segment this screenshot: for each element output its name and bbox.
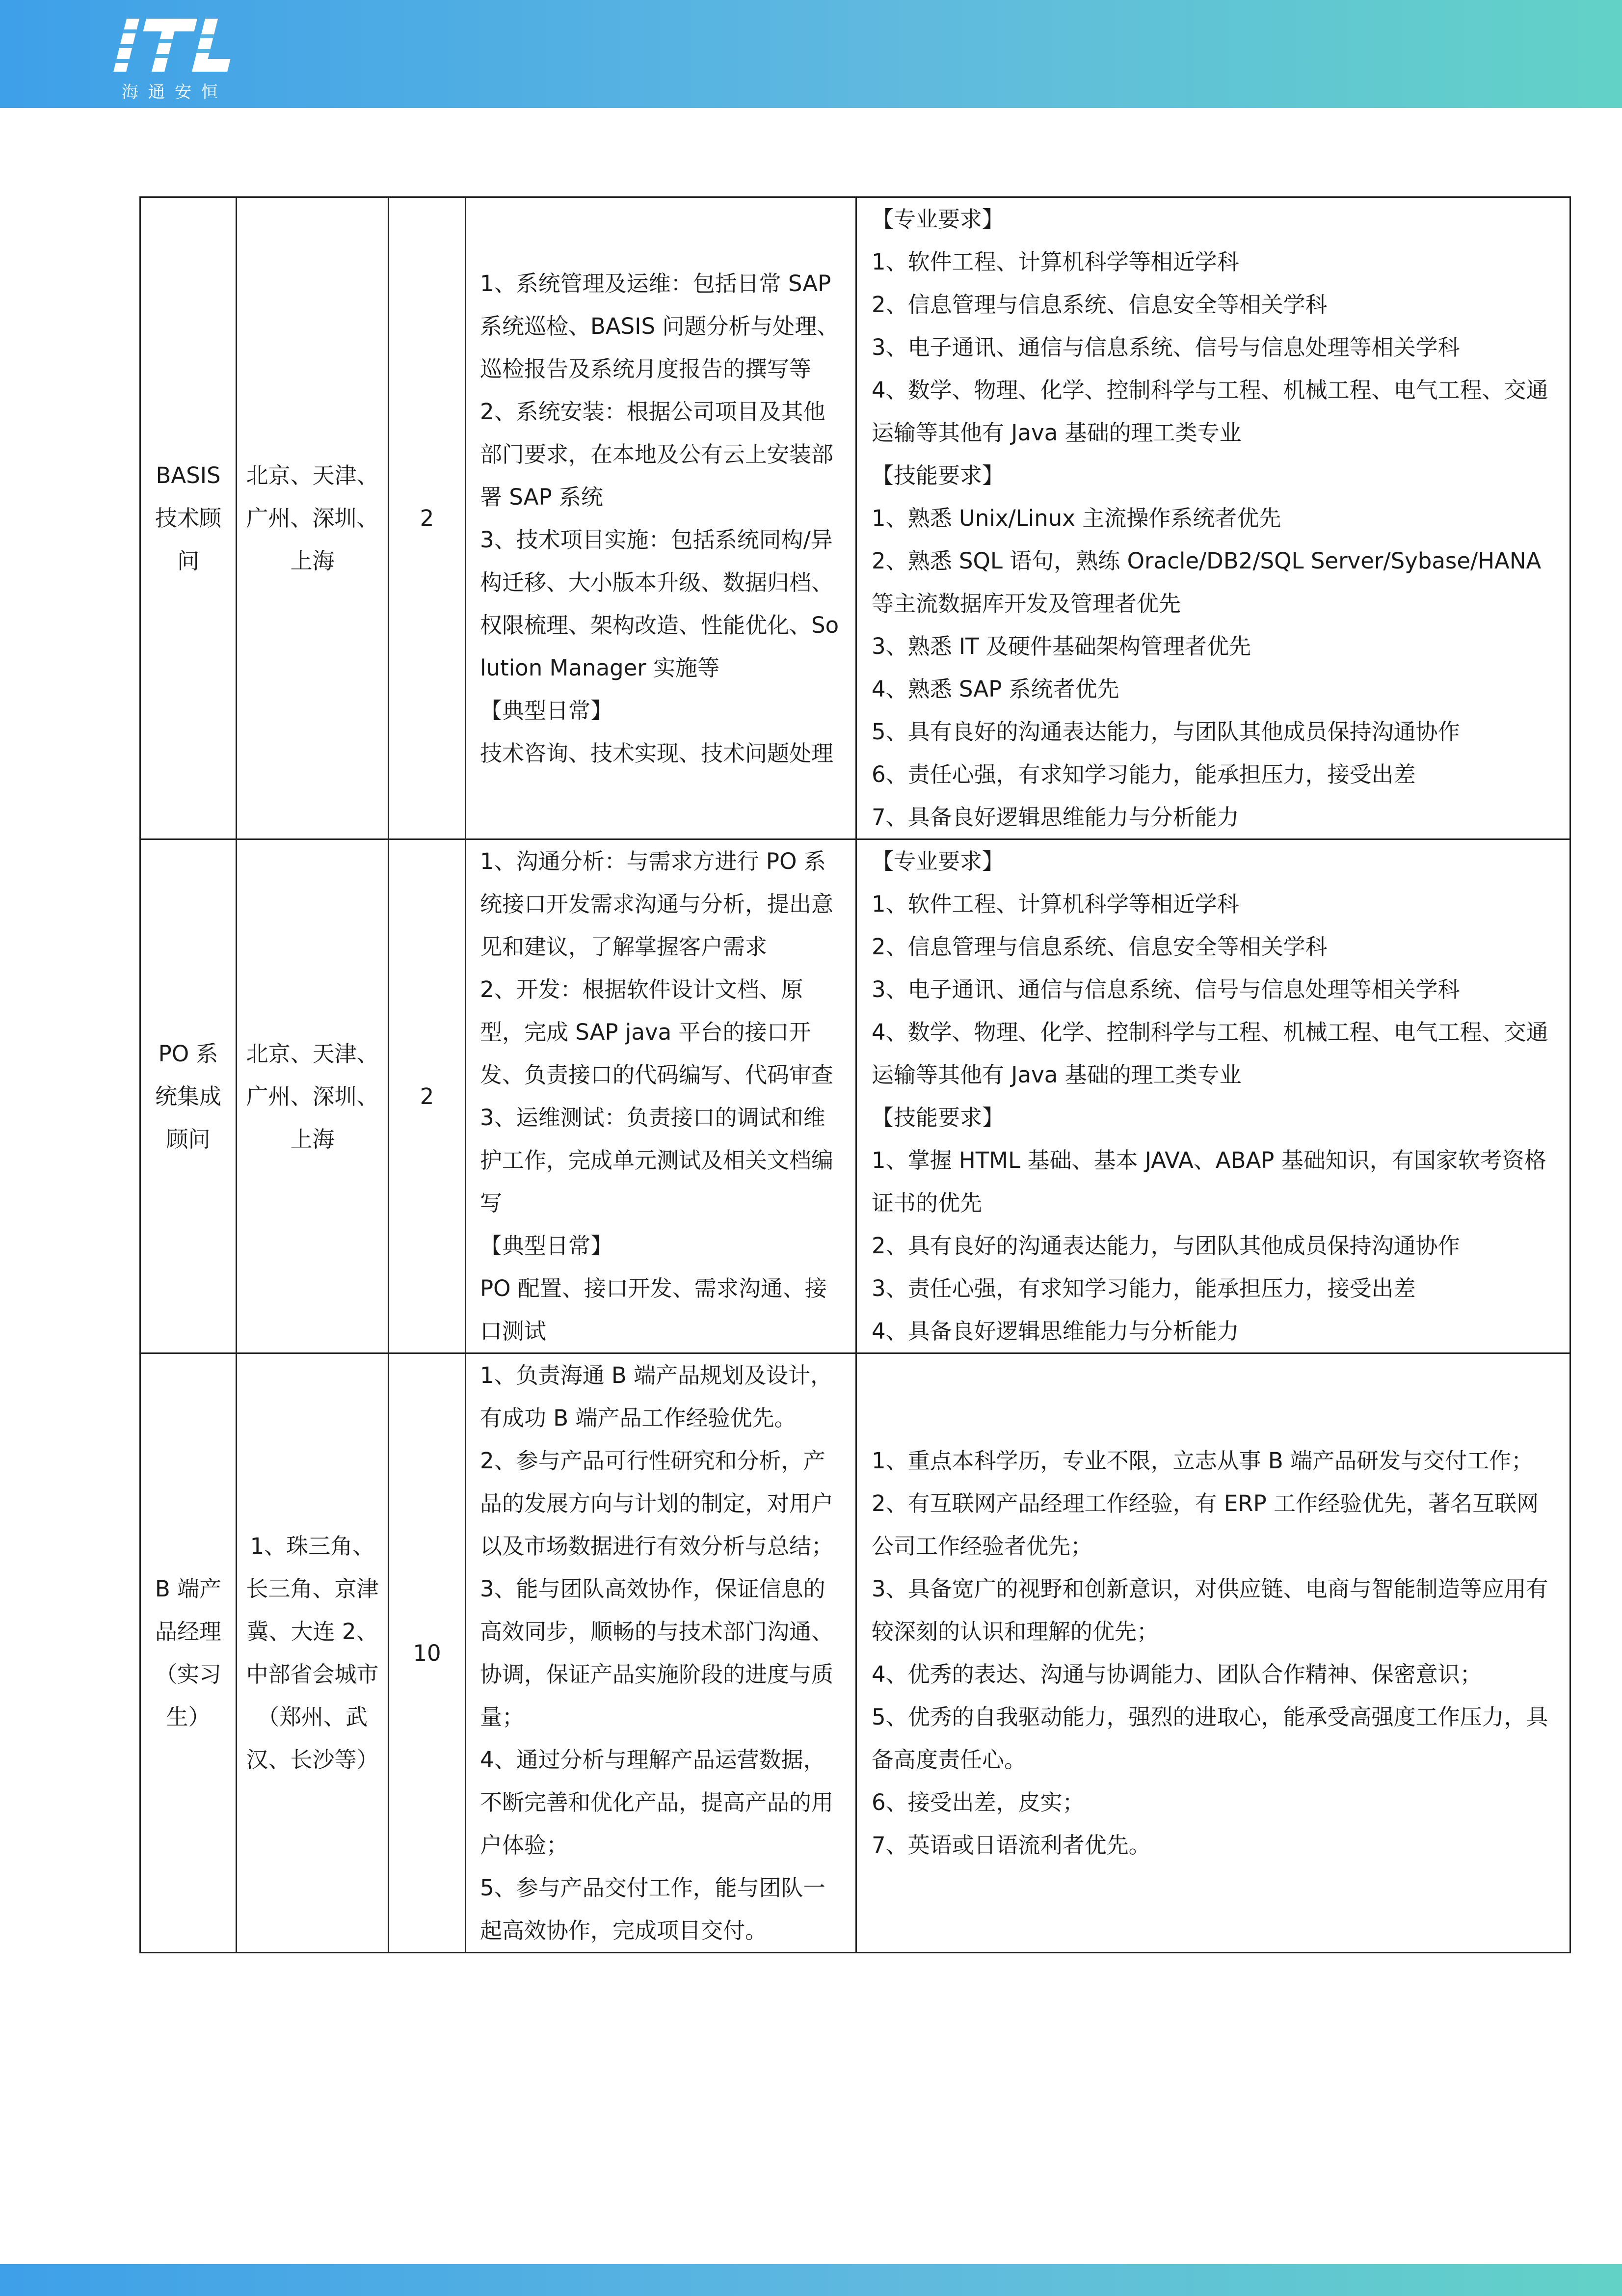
requirement-line: 2、信息管理与信息系统、信息安全等相关学科	[872, 292, 1328, 318]
job-requirements-cell	[856, 839, 1570, 1353]
job-title-cell	[140, 839, 237, 1353]
job-title: BASIS 技术顾问	[155, 462, 221, 574]
requirement-line: 6、责任心强，有求知学习能力，能承担压力，接受出差	[872, 761, 1416, 787]
requirement-line: 2、熟悉 SQL 语句，熟练 Oracle/DB2/SQL Server/Sybase/HANA 等主流数据库开发及管理者优先	[872, 548, 1542, 617]
job-duties	[466, 840, 855, 1352]
duty-line: 3、运维测试：负责接口的调试和维护工作，完成单元测试及相关文档编写	[480, 1105, 834, 1216]
job-count-cell	[389, 197, 466, 839]
job-city-cell	[237, 1353, 389, 1953]
job-table	[139, 196, 1571, 1953]
job-count-cell	[389, 839, 466, 1353]
duty-line: 【典型日常】	[480, 697, 613, 724]
requirement-line: 【专业要求】	[872, 206, 1005, 232]
requirement-line: 6、接受出差，皮实；	[872, 1789, 1085, 1815]
duty-line: 1、系统管理及运维：包括日常 SAP 系统巡检、BASIS 问题分析与处理、巡检报告及系统月度报告的撰写等	[480, 270, 839, 382]
job-city-cell	[237, 839, 389, 1353]
job-requirements-cell	[856, 1353, 1570, 1953]
requirement-line: 3、责任心强，有求知学习能力，能承担压力，接受出差	[872, 1275, 1416, 1301]
itl-logo-icon	[113, 15, 240, 76]
job-city: 北京、天津、广州、深圳、上海	[246, 462, 379, 574]
requirement-line: 4、熟悉 SAP 系统者优先	[872, 676, 1119, 702]
requirement-line: 3、熟悉 IT 及硬件基础架构管理者优先	[872, 633, 1251, 659]
job-city-cell	[237, 197, 389, 839]
requirement-line: 4、数学、物理、化学、控制科学与工程、机械工程、电气工程、交通运输等其他有 Java 基础的理工类专业	[872, 1019, 1548, 1088]
requirement-line: 【技能要求】	[872, 462, 1005, 488]
requirement-line: 4、具备良好逻辑思维能力与分析能力	[872, 1318, 1239, 1344]
requirement-line: 5、优秀的自我驱动能力，强烈的进取心，能承受高强度工作压力，具备高度责任心。	[872, 1704, 1548, 1773]
requirement-line: 1、掌握 HTML 基础、基本 JAVA、ABAP 基础知识，有国家软考资格证书的优先	[872, 1147, 1546, 1216]
job-title-cell	[140, 1353, 237, 1953]
requirement-line: 2、具有良好的沟通表达能力，与团队其他成员保持沟通协作	[872, 1233, 1460, 1259]
requirement-line: 5、具有良好的沟通表达能力，与团队其他成员保持沟通协作	[872, 719, 1460, 745]
job-requirements	[857, 840, 1569, 1352]
requirement-line: 3、具备宽广的视野和创新意识，对供应链、电商与智能制造等应用有较深刻的认识和理解的优先；	[872, 1576, 1548, 1645]
requirement-line: 3、电子通讯、通信与信息系统、信号与信息处理等相关学科	[872, 976, 1460, 1002]
duty-line: 3、能与团队高效协作，保证信息的高效同步，顺畅的与技术部门沟通、协调，保证产品实施阶段的进度与质量；	[480, 1576, 834, 1730]
duty-line: 2、系统安装：根据公司项目及其他部门要求，在本地及公有云上安装部署 SAP 系统	[480, 398, 834, 510]
duty-line: 1、负责海通 B 端产品规划及设计，有成功 B 端产品工作经验优先。	[480, 1362, 833, 1431]
requirement-line: 1、熟悉 Unix/Linux 主流操作系统者优先	[872, 505, 1281, 531]
requirement-line: 4、优秀的表达、沟通与协调能力、团队合作精神、保密意识；	[872, 1661, 1482, 1687]
requirement-line: 7、英语或日语流利者优先。	[872, 1832, 1151, 1858]
company-logo	[113, 15, 250, 103]
table-row	[140, 839, 1570, 1353]
duty-line: 3、技术项目实施：包括系统同构/异构迁移、大小版本升级、数据归档、权限梳理、架构改造、性能优化、Solution Manager 实施等	[480, 526, 839, 681]
table-row	[140, 1353, 1570, 1953]
logo-subtitle: 海通安恒	[122, 82, 228, 102]
duty-line: 2、参与产品可行性研究和分析，产品的发展方向与计划的制定，对用户以及市场数据进行有效分析与总结；	[480, 1448, 834, 1559]
footer-band	[0, 2264, 1622, 2296]
job-duties-cell	[466, 839, 856, 1353]
duty-line: 4、通过分析与理解产品运营数据，不断完善和优化产品，提高产品的用户体验；	[480, 1747, 834, 1858]
requirement-line: 【技能要求】	[872, 1105, 1005, 1131]
job-duties	[466, 262, 855, 775]
job-duties-cell	[466, 1353, 856, 1953]
table-row	[140, 197, 1570, 839]
requirement-line: 3、电子通讯、通信与信息系统、信号与信息处理等相关学科	[872, 334, 1460, 360]
duty-line: 【典型日常】	[480, 1233, 613, 1259]
job-city: 北京、天津、广州、深圳、上海	[246, 1040, 379, 1152]
job-duties	[466, 1354, 855, 1952]
job-count: 2	[420, 1083, 434, 1109]
job-title: B 端产品经理（实习生）	[155, 1576, 222, 1730]
header-band	[0, 0, 1622, 108]
job-title: PO 系统集成顾问	[155, 1040, 221, 1152]
requirement-line: 4、数学、物理、化学、控制科学与工程、机械工程、电气工程、交通运输等其他有 Java 基础的理工类专业	[872, 377, 1548, 446]
requirement-line: 1、软件工程、计算机科学等相近学科	[872, 891, 1239, 917]
requirement-line: 1、软件工程、计算机科学等相近学科	[872, 249, 1239, 275]
job-requirements-cell	[856, 197, 1570, 839]
requirement-line: 2、有互联网产品经理工作经验，有 ERP 工作经验优先，著名互联网公司工作经验者优先；	[872, 1490, 1539, 1559]
job-count: 2	[420, 505, 434, 531]
job-title-cell	[140, 197, 237, 839]
job-city: 1、珠三角、长三角、京津冀、大连 2、中部省会城市（郑州、武汉、长沙等）	[246, 1533, 379, 1773]
job-count-cell	[389, 1353, 466, 1953]
duty-line: 5、参与产品交付工作，能与团队一起高效协作，完成项目交付。	[480, 1875, 825, 1944]
duty-line: 1、沟通分析：与需求方进行 PO 系统接口开发需求沟通与分析，提出意见和建议，了解掌握客户需求	[480, 848, 834, 960]
job-duties-cell	[466, 197, 856, 839]
job-requirements	[857, 198, 1569, 838]
duty-line: 2、开发：根据软件设计文档、原型，完成 SAP java 平台的接口开发、负责接口的代码编写、代码审查	[480, 976, 834, 1088]
duty-line: 技术咨询、技术实现、技术问题处理	[480, 740, 834, 766]
requirement-line: 【专业要求】	[872, 848, 1005, 874]
job-requirements	[857, 1439, 1569, 1866]
duty-line: PO 配置、接口开发、需求沟通、接口测试	[480, 1275, 827, 1344]
requirement-line: 1、重点本科学历，专业不限，立志从事 B 端产品研发与交付工作；	[872, 1448, 1534, 1474]
requirement-line: 2、信息管理与信息系统、信息安全等相关学科	[872, 934, 1328, 960]
requirement-line: 7、具备良好逻辑思维能力与分析能力	[872, 804, 1239, 830]
job-count: 10	[413, 1640, 441, 1666]
